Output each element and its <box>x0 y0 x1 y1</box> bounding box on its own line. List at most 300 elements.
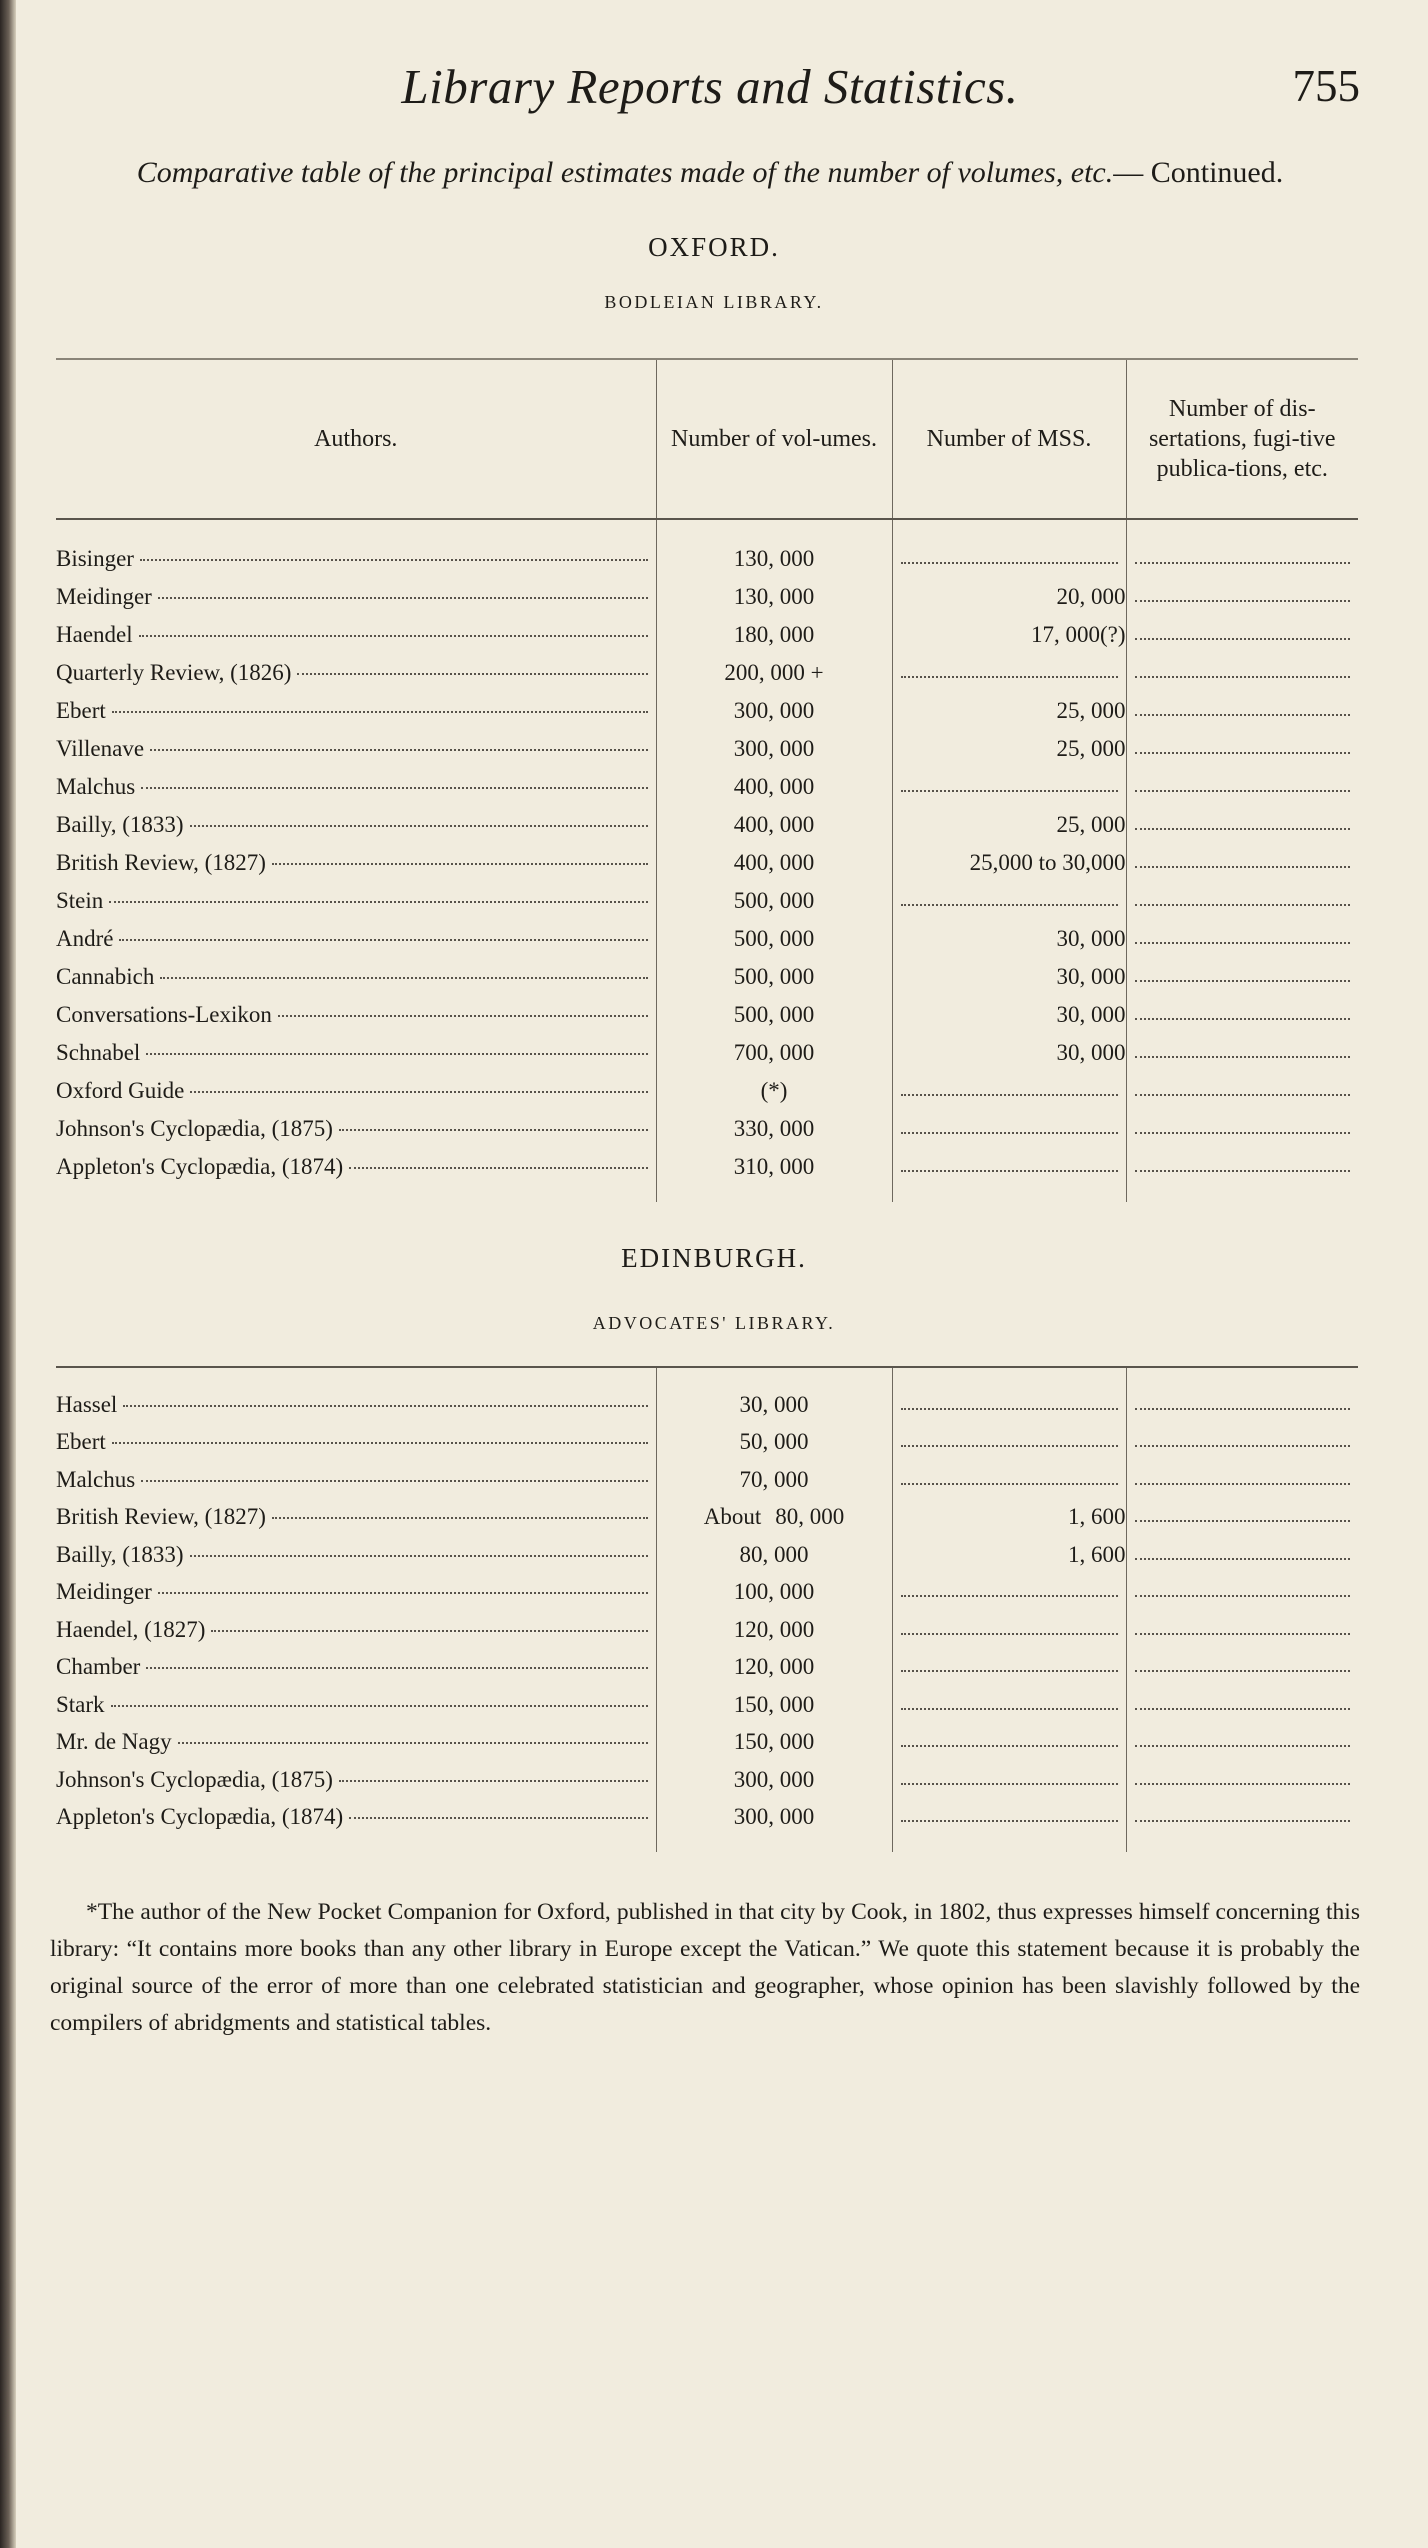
mss-cell: 25, 000 <box>892 806 1126 844</box>
author-name: Appleton's Cyclopædia, (1874) <box>56 1154 344 1179</box>
author-cell <box>56 768 656 806</box>
header-volumes: Number of vol-umes. <box>656 359 892 519</box>
dot-leader <box>112 711 648 713</box>
dot-leader <box>297 673 647 675</box>
section-city-edinburgh: EDINBURGH. <box>621 1243 807 1273</box>
author-cell <box>56 1611 656 1649</box>
oxford-table-body <box>56 519 1358 1202</box>
empty-dot-leader <box>1135 600 1351 602</box>
empty-dot-leader <box>1135 1558 1351 1560</box>
spacer-cell <box>1126 1367 1358 1386</box>
dot-leader <box>150 749 647 751</box>
dissertations-cell <box>1126 692 1358 730</box>
empty-dot-leader <box>1135 638 1351 640</box>
volumes-cell <box>656 692 892 730</box>
empty-dot-leader <box>901 1820 1118 1822</box>
mss-cell <box>892 1611 1126 1649</box>
volumes-value: 300, 000 <box>733 698 815 723</box>
dissertations-cell <box>1126 1574 1358 1612</box>
dissertations-cell <box>1126 1799 1358 1837</box>
author-cell <box>56 996 656 1034</box>
volumes-value: 30, 000 <box>739 1391 809 1417</box>
author-cell <box>56 1461 656 1499</box>
volumes-value: 50, 000 <box>739 1429 809 1455</box>
table-row <box>56 996 1358 1034</box>
mss-cell <box>892 1649 1126 1687</box>
volumes-cell <box>656 806 892 844</box>
volumes-cell <box>656 1072 892 1110</box>
mss-cell <box>892 882 1126 920</box>
table-row <box>56 1686 1358 1724</box>
table-row <box>56 1072 1358 1110</box>
dot-leader <box>141 1480 647 1482</box>
volumes-value: 120, 000 <box>733 1654 815 1680</box>
dissertations-cell <box>1126 920 1358 958</box>
table-row <box>56 730 1358 768</box>
empty-dot-leader <box>1135 942 1351 944</box>
dot-leader <box>146 1053 647 1055</box>
volumes-value: 200, 000 + <box>724 660 824 685</box>
author-name: André <box>56 926 114 951</box>
author-name: Villenave <box>56 736 145 761</box>
mss-cell: 30, 000 <box>892 1034 1126 1072</box>
table-row <box>56 1761 1358 1799</box>
author-name: Cannabich <box>56 964 155 989</box>
volumes-cell <box>656 920 892 958</box>
section-library-bodleian: BODLEIAN LIBRARY. <box>604 292 824 312</box>
spacer-cell <box>892 1836 1126 1852</box>
author-name: Bailly, (1833) <box>56 1541 184 1567</box>
dissertations-cell <box>1126 1072 1358 1110</box>
empty-dot-leader <box>1135 1018 1351 1020</box>
mss-cell <box>892 1574 1126 1612</box>
header-mss: Number of MSS. <box>892 359 1126 519</box>
volumes-value: 300, 000 <box>733 1804 815 1830</box>
volumes-value: 400, 000 <box>733 850 815 875</box>
table-row <box>56 1461 1358 1499</box>
table-row <box>56 654 1358 692</box>
dot-leader <box>111 1705 648 1707</box>
dissertations-cell <box>1126 1034 1358 1072</box>
volumes-cell <box>656 1461 892 1499</box>
author-name: Schnabel <box>56 1040 141 1065</box>
empty-dot-leader <box>901 1170 1118 1172</box>
empty-dot-leader <box>1135 1483 1351 1485</box>
volumes-cell <box>656 1724 892 1762</box>
empty-dot-leader <box>1135 714 1351 716</box>
empty-dot-leader <box>1135 904 1351 906</box>
empty-dot-leader <box>1135 1745 1351 1747</box>
empty-dot-leader <box>1135 980 1351 982</box>
volumes-cell <box>656 540 892 578</box>
header-authors: Authors. <box>56 359 656 519</box>
mss-cell <box>892 1072 1126 1110</box>
table-row <box>56 1148 1358 1186</box>
dissertations-cell <box>1126 654 1358 692</box>
table-row <box>56 1034 1358 1072</box>
author-name: Stark <box>56 1691 105 1717</box>
dissertations-cell <box>1126 1611 1358 1649</box>
empty-dot-leader <box>901 1708 1118 1710</box>
section-city-oxford: OXFORD. <box>648 232 780 262</box>
table-row <box>56 1499 1358 1537</box>
volumes-value: 500, 000 <box>733 888 815 913</box>
edinburgh-table <box>56 1366 1358 1852</box>
table-row <box>56 1724 1358 1762</box>
page-number: 755 <box>1292 61 1360 111</box>
volumes-value: 120, 000 <box>733 1616 815 1642</box>
dot-leader <box>109 901 647 903</box>
volumes-prefix: About <box>703 1504 762 1530</box>
spacer-cell <box>892 1367 1126 1386</box>
dot-leader <box>158 1592 648 1594</box>
edinburgh-table-body <box>56 1367 1358 1852</box>
mss-cell <box>892 1148 1126 1186</box>
empty-dot-leader <box>1135 562 1351 564</box>
empty-dot-leader <box>1135 1820 1351 1822</box>
empty-dot-leader <box>1135 1094 1351 1096</box>
author-cell <box>56 730 656 768</box>
empty-dot-leader <box>1135 752 1351 754</box>
dot-leader <box>339 1780 648 1782</box>
spacer-cell <box>656 519 892 540</box>
volumes-cell <box>656 1424 892 1462</box>
author-name: Bailly, (1833) <box>56 812 184 837</box>
author-cell <box>56 540 656 578</box>
dissertations-cell <box>1126 1110 1358 1148</box>
dot-leader <box>349 1817 647 1819</box>
author-cell <box>56 806 656 844</box>
volumes-value: 400, 000 <box>733 812 815 837</box>
table-row <box>56 692 1358 730</box>
header-dissertations: Number of dis-sertations, fugi-tive publica-tions, etc. <box>1126 359 1358 519</box>
dot-leader <box>140 559 648 561</box>
volumes-value: 300, 000 <box>733 1766 815 1792</box>
volumes-cell <box>656 1536 892 1574</box>
volumes-cell <box>656 1611 892 1649</box>
dot-leader <box>349 1167 647 1169</box>
mss-cell: 17, 000(?) <box>892 616 1126 654</box>
volumes-cell <box>656 1386 892 1424</box>
dissertations-cell <box>1126 1461 1358 1499</box>
spacer-cell <box>1126 519 1358 540</box>
mss-cell: 1, 600 <box>892 1536 1126 1574</box>
dissertations-cell <box>1126 1536 1358 1574</box>
author-name: Johnson's Cyclopædia, (1875) <box>56 1766 333 1792</box>
author-cell <box>56 958 656 996</box>
mss-cell: 25, 000 <box>892 730 1126 768</box>
spacer-cell <box>56 1367 656 1386</box>
volumes-value: 150, 000 <box>733 1729 815 1755</box>
empty-dot-leader <box>901 904 1118 906</box>
spacer-cell <box>892 519 1126 540</box>
dot-leader <box>178 1742 648 1744</box>
volumes-value: 80, 000 <box>775 1504 845 1530</box>
empty-dot-leader <box>901 676 1118 678</box>
volumes-cell <box>656 1148 892 1186</box>
empty-dot-leader <box>901 1745 1118 1747</box>
page-header <box>60 58 1360 118</box>
author-name: British Review, (1827) <box>56 1504 266 1530</box>
author-name: Ebert <box>56 698 106 723</box>
author-name: Johnson's Cyclopædia, (1875) <box>56 1116 333 1141</box>
volumes-cell <box>656 616 892 654</box>
table-spacer <box>56 1367 1358 1386</box>
author-cell <box>56 1724 656 1762</box>
table-row <box>56 1574 1358 1612</box>
dot-leader <box>272 863 648 865</box>
dot-leader <box>190 1555 648 1557</box>
dot-leader <box>190 1091 647 1093</box>
volumes-value: 80, 000 <box>739 1541 809 1567</box>
empty-dot-leader <box>1135 828 1351 830</box>
volumes-cell <box>656 1110 892 1148</box>
dissertations-cell <box>1126 768 1358 806</box>
volumes-value: 500, 000 <box>733 926 815 951</box>
empty-dot-leader <box>901 1633 1118 1635</box>
author-name: Malchus <box>56 1466 136 1492</box>
author-cell <box>56 1761 656 1799</box>
empty-dot-leader <box>1135 1170 1351 1172</box>
table-spacer <box>56 1186 1358 1202</box>
author-name: Hassel <box>56 1391 118 1417</box>
dissertations-cell <box>1126 806 1358 844</box>
empty-dot-leader <box>901 562 1118 564</box>
dot-leader <box>272 1517 648 1519</box>
dissertations-cell <box>1126 958 1358 996</box>
mss-cell: 25, 000 <box>892 692 1126 730</box>
mss-cell <box>892 1110 1126 1148</box>
dissertations-cell <box>1126 1724 1358 1762</box>
author-cell <box>56 1649 656 1687</box>
volumes-value: 130, 000 <box>733 584 815 609</box>
author-cell <box>56 1148 656 1186</box>
spacer-cell <box>656 1836 892 1852</box>
empty-dot-leader <box>1135 1445 1351 1447</box>
author-name: Quarterly Review, (1826) <box>56 660 292 685</box>
author-cell <box>56 1574 656 1612</box>
volumes-value: 700, 000 <box>733 1040 815 1065</box>
table-spacer <box>56 1836 1358 1852</box>
table-caption <box>60 156 1360 190</box>
mss-cell: 20, 000 <box>892 578 1126 616</box>
spacer-cell <box>1126 1186 1358 1202</box>
author-name: Oxford Guide <box>56 1078 185 1103</box>
author-cell <box>56 920 656 958</box>
volumes-cell <box>656 578 892 616</box>
volumes-cell <box>656 768 892 806</box>
table-row <box>56 1386 1358 1424</box>
empty-dot-leader <box>901 1445 1118 1447</box>
caption-continued: — Continued. <box>1113 156 1284 189</box>
spacer-cell <box>892 1186 1126 1202</box>
volumes-cell <box>656 1649 892 1687</box>
mss-cell: 30, 000 <box>892 958 1126 996</box>
empty-dot-leader <box>1135 790 1351 792</box>
table-row <box>56 1536 1358 1574</box>
author-name: British Review, (1827) <box>56 850 266 875</box>
mss-cell <box>892 1461 1126 1499</box>
empty-dot-leader <box>901 1783 1118 1785</box>
volumes-cell <box>656 1499 892 1537</box>
empty-dot-leader <box>901 1595 1118 1597</box>
author-name: Mr. de Nagy <box>56 1729 172 1755</box>
dissertations-cell <box>1126 882 1358 920</box>
author-name: Malchus <box>56 774 136 799</box>
dot-leader <box>278 1015 648 1017</box>
author-name: Meidinger <box>56 584 152 609</box>
footnote: *The author of the New Pocket Companion for Oxford, published in that city by Cook, in 1802, thus expresses himself concerning this library: “It contains more books than any other library in Europe except the Vatican.” We quote this statement because it is probably the original source of the error of more than one celebrated statistician and geographer, whose opinion has been slavishly followed by the compilers of abridgments and statistical tables. <box>50 1899 1360 2036</box>
spacer-cell <box>56 519 656 540</box>
author-cell <box>56 1072 656 1110</box>
table-spacer <box>56 519 1358 540</box>
table-row <box>56 806 1358 844</box>
volumes-cell <box>656 1574 892 1612</box>
author-cell <box>56 882 656 920</box>
dot-leader <box>158 597 648 599</box>
table-row <box>56 920 1358 958</box>
author-cell <box>56 1034 656 1072</box>
volumes-cell <box>656 1761 892 1799</box>
dot-leader <box>339 1129 648 1131</box>
empty-dot-leader <box>901 1094 1118 1096</box>
dissertations-cell <box>1126 1386 1358 1424</box>
empty-dot-leader <box>1135 1408 1351 1410</box>
table-row <box>56 768 1358 806</box>
volumes-value: 400, 000 <box>733 774 815 799</box>
dissertations-cell <box>1126 1649 1358 1687</box>
dot-leader <box>146 1667 647 1669</box>
page-spine-shadow <box>0 0 16 2548</box>
empty-dot-leader <box>1135 1132 1351 1134</box>
dot-leader <box>211 1630 647 1632</box>
spacer-cell <box>56 1186 656 1202</box>
dissertations-cell <box>1126 1148 1358 1186</box>
empty-dot-leader <box>1135 1520 1351 1522</box>
dissertations-cell <box>1126 1499 1358 1537</box>
dissertations-cell <box>1126 844 1358 882</box>
volumes-value: 330, 000 <box>733 1116 815 1141</box>
dissertations-cell <box>1126 578 1358 616</box>
caption-italic: Comparative table of the principal estimates made of the number of volumes, etc. <box>136 156 1114 189</box>
mss-cell <box>892 1761 1126 1799</box>
empty-dot-leader <box>1135 866 1351 868</box>
dissertations-cell <box>1126 540 1358 578</box>
table-row <box>56 1799 1358 1837</box>
mss-cell <box>892 1686 1126 1724</box>
volumes-value: 300, 000 <box>733 736 815 761</box>
dissertations-cell <box>1126 1424 1358 1462</box>
volumes-cell <box>656 1686 892 1724</box>
empty-dot-leader <box>1135 1633 1351 1635</box>
author-name: Conversations-Lexikon <box>56 1002 272 1027</box>
empty-dot-leader <box>901 1132 1118 1134</box>
author-cell <box>56 1386 656 1424</box>
empty-dot-leader <box>1135 1670 1351 1672</box>
empty-dot-leader <box>901 790 1118 792</box>
spacer-cell <box>656 1186 892 1202</box>
author-cell <box>56 1799 656 1837</box>
volumes-value: 100, 000 <box>733 1579 815 1605</box>
empty-dot-leader <box>901 1670 1118 1672</box>
author-cell <box>56 1499 656 1537</box>
dissertations-cell <box>1126 996 1358 1034</box>
dot-leader <box>141 787 647 789</box>
author-name: Ebert <box>56 1429 106 1455</box>
mss-cell <box>892 768 1126 806</box>
volumes-cell <box>656 1799 892 1837</box>
author-cell <box>56 1424 656 1462</box>
mss-cell <box>892 1386 1126 1424</box>
volumes-cell <box>656 958 892 996</box>
mss-cell: 30, 000 <box>892 920 1126 958</box>
mss-cell <box>892 654 1126 692</box>
author-cell <box>56 1686 656 1724</box>
volumes-value: 180, 000 <box>733 622 815 647</box>
empty-dot-leader <box>1135 1783 1351 1785</box>
table-row <box>56 1611 1358 1649</box>
mss-cell <box>892 1424 1126 1462</box>
mss-cell <box>892 1724 1126 1762</box>
author-cell <box>56 1536 656 1574</box>
dissertations-cell <box>1126 730 1358 768</box>
volumes-value: (*) <box>760 1078 788 1103</box>
author-cell <box>56 654 656 692</box>
volumes-value: 150, 000 <box>733 1691 815 1717</box>
volumes-value: 310, 000 <box>733 1154 815 1179</box>
table-row <box>56 540 1358 578</box>
author-cell <box>56 578 656 616</box>
table-row <box>56 1424 1358 1462</box>
volumes-cell <box>656 654 892 692</box>
author-name: Bisinger <box>56 546 134 571</box>
dot-leader <box>190 825 648 827</box>
author-name: Stein <box>56 888 104 913</box>
author-cell <box>56 692 656 730</box>
volumes-cell <box>656 730 892 768</box>
dissertations-cell <box>1126 1686 1358 1724</box>
author-name: Chamber <box>56 1654 141 1680</box>
table-row <box>56 844 1358 882</box>
table-row <box>56 958 1358 996</box>
table-row <box>56 578 1358 616</box>
volumes-cell <box>656 844 892 882</box>
volumes-value: 70, 000 <box>739 1466 809 1492</box>
table-row <box>56 882 1358 920</box>
volumes-value: 500, 000 <box>733 1002 815 1027</box>
mss-cell: 25,000 to 30,000 <box>892 844 1126 882</box>
mss-cell <box>892 540 1126 578</box>
dissertations-cell <box>1126 1761 1358 1799</box>
dot-leader <box>119 939 647 941</box>
author-cell <box>56 616 656 654</box>
table-row <box>56 1110 1358 1148</box>
table-row <box>56 616 1358 654</box>
empty-dot-leader <box>901 1483 1118 1485</box>
empty-dot-leader <box>901 1408 1118 1410</box>
mss-cell <box>892 1799 1126 1837</box>
dot-leader <box>139 635 648 637</box>
empty-dot-leader <box>1135 1056 1351 1058</box>
dot-leader <box>160 977 647 979</box>
volumes-value: 130, 000 <box>733 546 815 571</box>
author-cell <box>56 1110 656 1148</box>
oxford-table <box>56 358 1358 1202</box>
author-name: Meidinger <box>56 1579 152 1605</box>
volumes-cell <box>656 996 892 1034</box>
spacer-cell <box>656 1367 892 1386</box>
volumes-value: 500, 000 <box>733 964 815 989</box>
